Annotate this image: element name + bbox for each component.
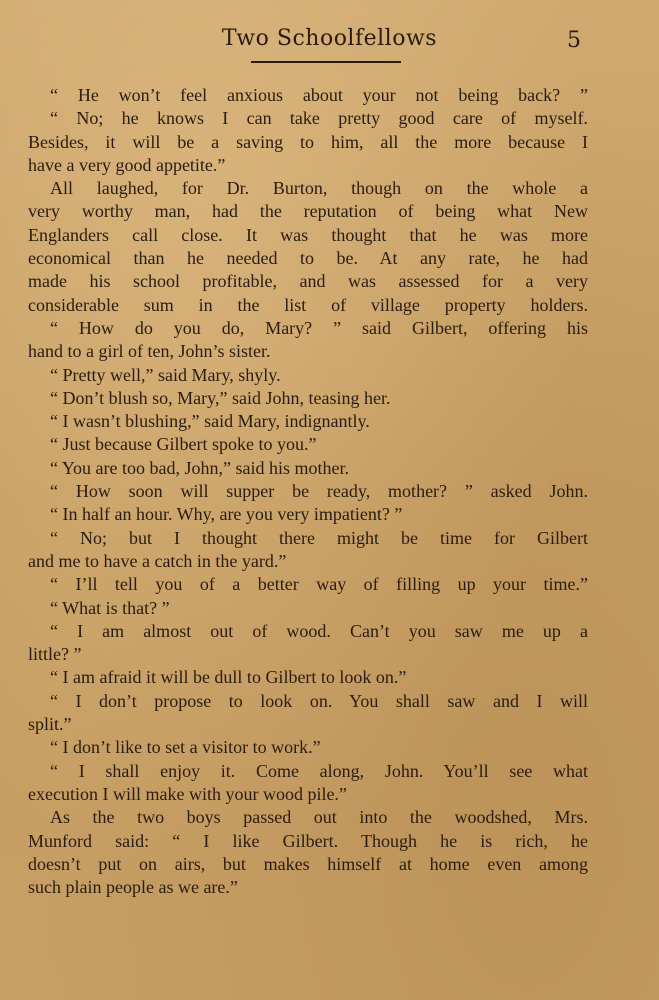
text-line: execution I will make with your wood pile.”: [28, 783, 347, 804]
text-line: Munford said: “ I like Gilbert. Though he is rich, he: [28, 830, 588, 851]
text-line: “ No; but I thought there might be time for Gilbert: [50, 527, 588, 548]
text-line: Englanders call close. It was thought that he was more: [28, 224, 588, 245]
text-line: Besides, it will be a saving to him, all the more because I: [28, 131, 588, 152]
text-line: made his school profitable, and was assessed for a very: [28, 271, 588, 292]
text-line: “ I wasn’t blushing,” said Mary, indignantly.: [50, 411, 370, 432]
text-line: “ I shall enjoy it. Come along, John. You’ll see what: [50, 760, 588, 781]
header-rule: [251, 61, 401, 63]
text-line: and me to have a catch in the yard.”: [28, 550, 287, 571]
text-line: “ He won’t feel anxious about your not being back? ”: [50, 85, 588, 105]
text-line: “ In half an hour. Why, are you very impatient? ”: [50, 504, 403, 525]
text-line: “ I am afraid it will be dull to Gilbert to look on.”: [50, 667, 407, 688]
text-line: “ What is that? ”: [50, 597, 170, 618]
text-line: very worthy man, had the reputation of being what New: [28, 201, 588, 222]
text-line: “ I don’t like to set a visitor to work.”: [50, 737, 321, 758]
body-text: [28, 84, 588, 899]
text-line: split.”: [28, 714, 72, 735]
text-line: doesn’t put on airs, but makes himself at home even among: [28, 853, 588, 874]
text-line: hand to a girl of ten, John’s sister.: [28, 341, 271, 362]
text-line: considerable sum in the list of village property holders.: [28, 294, 588, 315]
text-line: “ You are too bad, John,” said his mother.: [50, 457, 349, 478]
text-line: little? ”: [28, 644, 82, 665]
text-line: “ I’ll tell you of a better way of filling up your time.”: [50, 574, 588, 595]
text-line: economical than he needed to be. At any rate, he had: [28, 248, 588, 269]
running-head: [0, 26, 659, 58]
running-title: Two Schoolfellows: [221, 26, 438, 51]
text-line: “ Pretty well,” said Mary, shyly.: [50, 364, 281, 385]
text-line: “ How do you do, Mary? ” said Gilbert, offering his: [50, 317, 588, 338]
text-line: “ No; he knows I can take pretty good care of myself.: [50, 108, 588, 129]
text-line: such plain people as we are.”: [28, 877, 238, 898]
text-line: All laughed, for Dr. Burton, though on the whole a: [50, 178, 588, 199]
text-line: “ Don’t blush so, Mary,” said John, teasing her.: [50, 387, 391, 408]
text-line: have a very good appetite.”: [28, 154, 226, 175]
text-line: “ I am almost out of wood. Can’t you saw me up a: [50, 620, 588, 641]
page-number: 5: [567, 28, 581, 53]
text-line: “ Just because Gilbert spoke to you.”: [50, 434, 317, 455]
text-line: “ I don’t propose to look on. You shall saw and I will: [50, 690, 588, 711]
text-line: “ How soon will supper be ready, mother? ” asked John.: [50, 481, 588, 502]
text-line: As the two boys passed out into the woodshed, Mrs.: [50, 807, 588, 828]
